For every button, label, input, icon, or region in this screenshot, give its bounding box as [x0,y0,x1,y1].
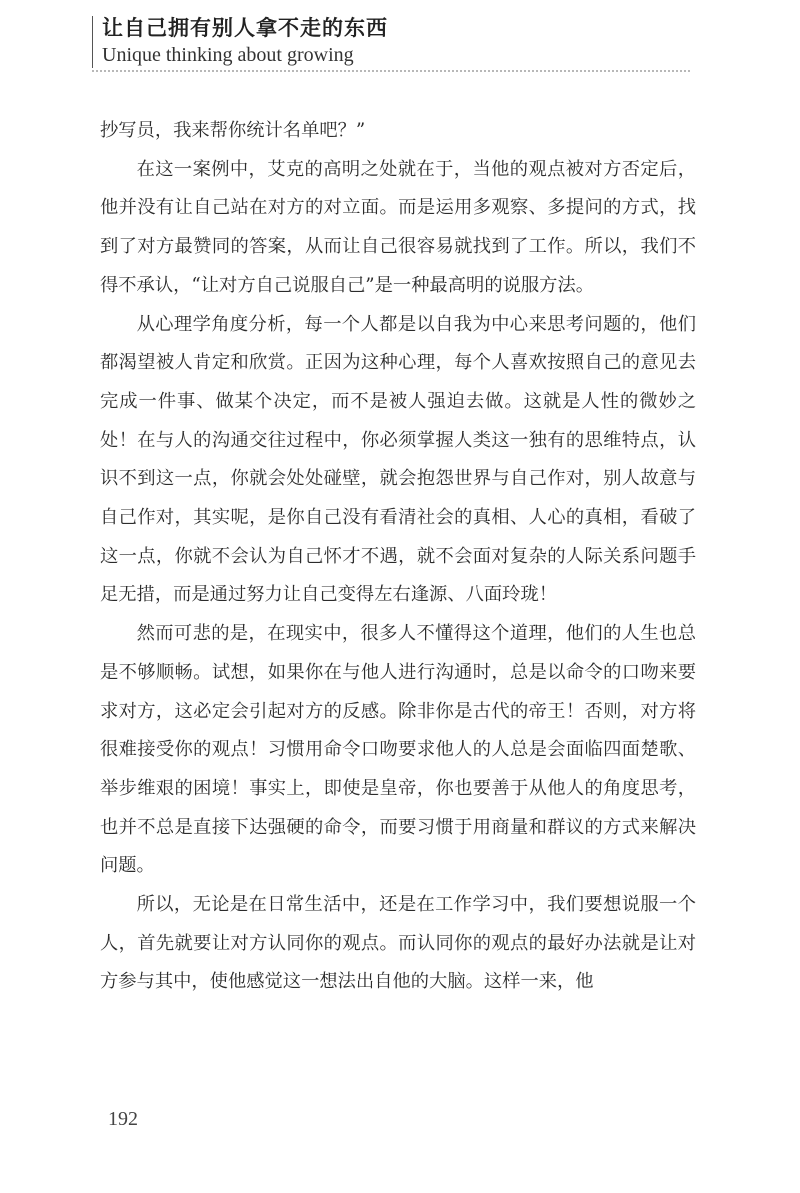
page-number: 192 [108,1108,138,1130]
header-vertical-rule [92,16,93,68]
book-title: 让自己拥有别人拿不走的东西 [102,15,388,40]
header-dotted-divider [92,70,690,72]
paragraph: 从心理学角度分析，每一个人都是以自我为中心来思考问题的，他们都渴望被人肯定和欣赏。正因为这种心理，每个人喜欢按照自己的意见去完成一件事、做某个决定，而不是被人强迫去做。这就是人性的微妙之处！在与人的沟通交往过程中，你必须掌握人类这一独有的思维特点，认识不到这一点，你就会处处碰壁，就会抱怨世界与自己作对，别人故意与自己作对，其实呢，是你自己没有看清社会的真相、人心的真相，看破了这一点，你就不会认为自己怀才不遇，就不会面对复杂的人际关系问题手足无措，而是通过努力让自己变得左右逢源、八面玲珑！ [100,313,696,606]
page-body [100,112,696,1002]
paragraph: 抄写员，我来帮你统计名单吧？” [100,120,366,141]
paragraph: 在这一案例中，艾克的高明之处就在于，当他的观点被对方否定后，他并没有让自己站在对方的对立面。而是运用多观察、多提问的方式，找到了对方最赞同的答案，从而让自己很容易就找到了工作。所以，我们不得不承认，“让对方自己说服自己”是一种最高明的说服方法。 [100,158,696,296]
paragraph: 然而可悲的是，在现实中，很多人不懂得这个道理，他们的人生也总是不够顺畅。试想，如果你在与他人进行沟通时，总是以命令的口吻来要求对方，这必定会引起对方的反感。除非你是古代的帝王！否则，对方将很难接受你的观点！习惯用命令口吻要求他人的人总是会面临四面楚歌、举步维艰的困境！事实上，即使是皇帝，你也要善于从他人的角度思考，也并不总是直接下达强硬的命令，而要习惯于用商量和群议的方式来解决问题。 [100,623,696,877]
book-subtitle: Unique thinking about growing [102,44,354,66]
paragraph: 所以，无论是在日常生活中，还是在工作学习中，我们要想说服一个人，首先就要让对方认同你的观点。而认同你的观点的最好办法就是让对方参与其中，使他感觉这一想法出自他的大脑。这样一来，他 [100,894,696,993]
